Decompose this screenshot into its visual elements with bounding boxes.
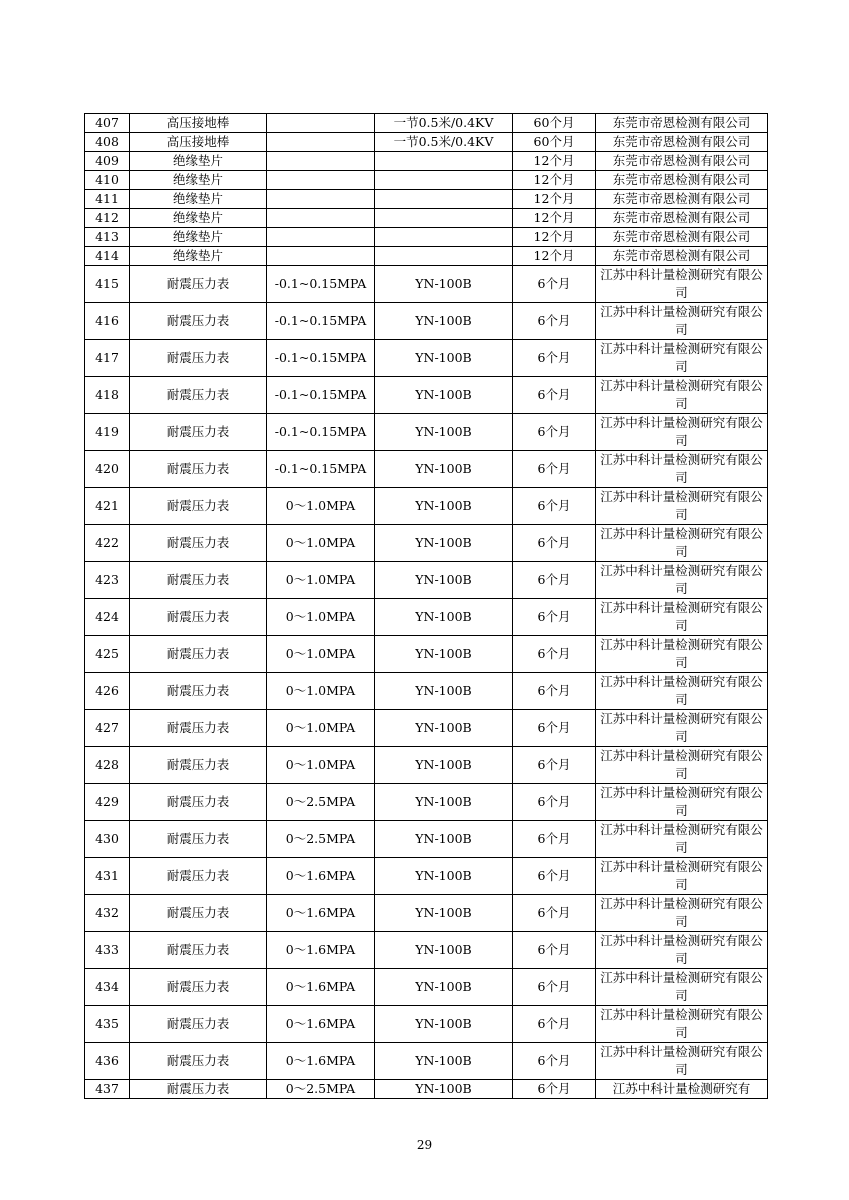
- page-number: 29: [416, 1138, 433, 1152]
- cell-equipment-name: 绝缘垫片: [130, 247, 267, 266]
- cell-model-spec: [375, 190, 513, 209]
- table-row: [85, 247, 768, 266]
- cell-equipment-name: 耐震压力表: [130, 377, 267, 414]
- cell-calibration-organization: 江苏中科计量检测研究有: [596, 1080, 768, 1099]
- cell-number: 433: [85, 932, 130, 969]
- cell-calibration-organization: 江苏中科计量检测研究有限公司: [596, 414, 768, 451]
- cell-calibration-organization: 江苏中科计量检测研究有限公司: [596, 747, 768, 784]
- cell-equipment-name: 耐震压力表: [130, 562, 267, 599]
- table-row: [85, 340, 768, 377]
- cell-calibration-organization: 江苏中科计量检测研究有限公司: [596, 636, 768, 673]
- cell-model-spec: YN-100B: [375, 488, 513, 525]
- cell-calibration-period: 6个月: [513, 784, 596, 821]
- cell-equipment-name: 耐震压力表: [130, 1043, 267, 1080]
- cell-number: 415: [85, 266, 130, 303]
- cell-calibration-organization: 东莞市帝恩检测有限公司: [596, 209, 768, 228]
- cell-measuring-range: [267, 247, 375, 266]
- table-row: [85, 451, 768, 488]
- cell-measuring-range: 0～1.6MPA: [267, 1006, 375, 1043]
- cell-model-spec: YN-100B: [375, 414, 513, 451]
- cell-equipment-name: 耐震压力表: [130, 895, 267, 932]
- cell-calibration-period: 6个月: [513, 969, 596, 1006]
- table-row: [85, 377, 768, 414]
- cell-model-spec: YN-100B: [375, 636, 513, 673]
- cell-measuring-range: 0～2.5MPA: [267, 1080, 375, 1099]
- cell-calibration-organization: 江苏中科计量检测研究有限公司: [596, 895, 768, 932]
- cell-measuring-range: [267, 171, 375, 190]
- cell-number: 422: [85, 525, 130, 562]
- cell-calibration-period: 6个月: [513, 895, 596, 932]
- cell-measuring-range: 0～1.0MPA: [267, 636, 375, 673]
- cell-model-spec: YN-100B: [375, 451, 513, 488]
- table-row: [85, 599, 768, 636]
- cell-model-spec: YN-100B: [375, 562, 513, 599]
- cell-measuring-range: -0.1~0.15MPA: [267, 451, 375, 488]
- cell-equipment-name: 耐震压力表: [130, 821, 267, 858]
- table-row: [85, 895, 768, 932]
- cell-calibration-period: 12个月: [513, 152, 596, 171]
- cell-measuring-range: 0～1.0MPA: [267, 525, 375, 562]
- cell-calibration-organization: 江苏中科计量检测研究有限公司: [596, 932, 768, 969]
- cell-equipment-name: 耐震压力表: [130, 488, 267, 525]
- cell-calibration-organization: 江苏中科计量检测研究有限公司: [596, 858, 768, 895]
- cell-equipment-name: 耐震压力表: [130, 673, 267, 710]
- cell-model-spec: YN-100B: [375, 932, 513, 969]
- table-row: [85, 228, 768, 247]
- cell-number: 410: [85, 171, 130, 190]
- cell-model-spec: YN-100B: [375, 784, 513, 821]
- cell-number: 419: [85, 414, 130, 451]
- cell-equipment-name: 高压接地棒: [130, 114, 267, 133]
- cell-measuring-range: [267, 190, 375, 209]
- cell-model-spec: YN-100B: [375, 1080, 513, 1099]
- cell-calibration-organization: 江苏中科计量检测研究有限公司: [596, 969, 768, 1006]
- cell-measuring-range: [267, 209, 375, 228]
- cell-measuring-range: -0.1~0.15MPA: [267, 377, 375, 414]
- cell-calibration-period: 6个月: [513, 747, 596, 784]
- cell-number: 430: [85, 821, 130, 858]
- cell-calibration-organization: 江苏中科计量检测研究有限公司: [596, 821, 768, 858]
- cell-measuring-range: [267, 152, 375, 171]
- cell-model-spec: [375, 228, 513, 247]
- cell-number: 407: [85, 114, 130, 133]
- table-row: [85, 821, 768, 858]
- cell-calibration-organization: 江苏中科计量检测研究有限公司: [596, 377, 768, 414]
- cell-calibration-period: 6个月: [513, 488, 596, 525]
- cell-model-spec: YN-100B: [375, 1006, 513, 1043]
- cell-number: 427: [85, 710, 130, 747]
- table-row: [85, 932, 768, 969]
- cell-model-spec: YN-100B: [375, 1043, 513, 1080]
- cell-number: 429: [85, 784, 130, 821]
- cell-number: 418: [85, 377, 130, 414]
- table-row: [85, 303, 768, 340]
- cell-number: 426: [85, 673, 130, 710]
- cell-equipment-name: 绝缘垫片: [130, 190, 267, 209]
- cell-number: 435: [85, 1006, 130, 1043]
- table-row: [85, 133, 768, 152]
- cell-equipment-name: 耐震压力表: [130, 266, 267, 303]
- cell-model-spec: YN-100B: [375, 858, 513, 895]
- cell-measuring-range: -0.1~0.15MPA: [267, 340, 375, 377]
- cell-calibration-period: 12个月: [513, 228, 596, 247]
- cell-number: 421: [85, 488, 130, 525]
- cell-model-spec: YN-100B: [375, 895, 513, 932]
- cell-equipment-name: 耐震压力表: [130, 710, 267, 747]
- cell-equipment-name: 绝缘垫片: [130, 209, 267, 228]
- cell-calibration-period: 60个月: [513, 114, 596, 133]
- cell-calibration-organization: 江苏中科计量检测研究有限公司: [596, 451, 768, 488]
- table-row: [85, 1080, 768, 1099]
- cell-equipment-name: 耐震压力表: [130, 858, 267, 895]
- cell-number: 413: [85, 228, 130, 247]
- cell-calibration-organization: 江苏中科计量检测研究有限公司: [596, 340, 768, 377]
- table-row: [85, 858, 768, 895]
- cell-equipment-name: 高压接地棒: [130, 133, 267, 152]
- cell-calibration-period: 6个月: [513, 673, 596, 710]
- cell-number: 428: [85, 747, 130, 784]
- cell-calibration-period: 6个月: [513, 414, 596, 451]
- table-row: [85, 636, 768, 673]
- cell-measuring-range: 0～1.0MPA: [267, 673, 375, 710]
- cell-number: 408: [85, 133, 130, 152]
- table-row: [85, 562, 768, 599]
- cell-number: 431: [85, 858, 130, 895]
- cell-model-spec: YN-100B: [375, 377, 513, 414]
- cell-model-spec: YN-100B: [375, 821, 513, 858]
- table-body: [85, 114, 768, 1099]
- cell-measuring-range: 0～1.6MPA: [267, 858, 375, 895]
- cell-calibration-period: 12个月: [513, 209, 596, 228]
- cell-equipment-name: 耐震压力表: [130, 784, 267, 821]
- cell-measuring-range: 0～1.0MPA: [267, 710, 375, 747]
- cell-calibration-organization: 东莞市帝恩检测有限公司: [596, 133, 768, 152]
- cell-model-spec: YN-100B: [375, 710, 513, 747]
- cell-model-spec: YN-100B: [375, 266, 513, 303]
- equipment-calibration-table: [84, 113, 768, 1099]
- cell-measuring-range: 0～1.0MPA: [267, 747, 375, 784]
- cell-model-spec: YN-100B: [375, 599, 513, 636]
- cell-calibration-organization: 东莞市帝恩检测有限公司: [596, 171, 768, 190]
- cell-measuring-range: 0～1.6MPA: [267, 1043, 375, 1080]
- cell-equipment-name: 绝缘垫片: [130, 152, 267, 171]
- cell-equipment-name: 耐震压力表: [130, 969, 267, 1006]
- cell-calibration-organization: 江苏中科计量检测研究有限公司: [596, 1006, 768, 1043]
- cell-measuring-range: 0～1.0MPA: [267, 599, 375, 636]
- cell-number: 416: [85, 303, 130, 340]
- cell-calibration-period: 6个月: [513, 562, 596, 599]
- cell-equipment-name: 耐震压力表: [130, 599, 267, 636]
- cell-calibration-period: 6个月: [513, 303, 596, 340]
- cell-measuring-range: 0～1.6MPA: [267, 932, 375, 969]
- table-row: [85, 1006, 768, 1043]
- cell-measuring-range: -0.1~0.15MPA: [267, 303, 375, 340]
- table-row: [85, 673, 768, 710]
- cell-measuring-range: 0～1.0MPA: [267, 488, 375, 525]
- table-row: [85, 266, 768, 303]
- cell-calibration-organization: 东莞市帝恩检测有限公司: [596, 247, 768, 266]
- table-row: [85, 414, 768, 451]
- cell-model-spec: YN-100B: [375, 303, 513, 340]
- table-row: [85, 171, 768, 190]
- table-row: [85, 488, 768, 525]
- cell-calibration-period: 6个月: [513, 821, 596, 858]
- cell-equipment-name: 绝缘垫片: [130, 228, 267, 247]
- cell-equipment-name: 耐震压力表: [130, 747, 267, 784]
- cell-measuring-range: 0～1.6MPA: [267, 895, 375, 932]
- cell-calibration-organization: 江苏中科计量检测研究有限公司: [596, 784, 768, 821]
- cell-calibration-organization: 东莞市帝恩检测有限公司: [596, 114, 768, 133]
- cell-equipment-name: 耐震压力表: [130, 525, 267, 562]
- cell-calibration-period: 6个月: [513, 525, 596, 562]
- cell-number: 425: [85, 636, 130, 673]
- cell-equipment-name: 耐震压力表: [130, 451, 267, 488]
- cell-equipment-name: 耐震压力表: [130, 1080, 267, 1099]
- cell-measuring-range: 0～1.6MPA: [267, 969, 375, 1006]
- cell-calibration-period: 12个月: [513, 247, 596, 266]
- cell-measuring-range: 0～1.0MPA: [267, 562, 375, 599]
- cell-calibration-organization: 江苏中科计量检测研究有限公司: [596, 1043, 768, 1080]
- cell-calibration-period: 6个月: [513, 1080, 596, 1099]
- cell-model-spec: YN-100B: [375, 673, 513, 710]
- cell-calibration-organization: 江苏中科计量检测研究有限公司: [596, 562, 768, 599]
- cell-equipment-name: 耐震压力表: [130, 932, 267, 969]
- table-row: [85, 114, 768, 133]
- cell-calibration-period: 6个月: [513, 858, 596, 895]
- table-row: [85, 747, 768, 784]
- cell-number: 420: [85, 451, 130, 488]
- cell-model-spec: YN-100B: [375, 340, 513, 377]
- cell-equipment-name: 耐震压力表: [130, 636, 267, 673]
- cell-model-spec: YN-100B: [375, 969, 513, 1006]
- cell-measuring-range: [267, 228, 375, 247]
- cell-number: 424: [85, 599, 130, 636]
- cell-calibration-period: 6个月: [513, 340, 596, 377]
- cell-model-spec: 一节0.5米/0.4KV: [375, 114, 513, 133]
- cell-number: 432: [85, 895, 130, 932]
- cell-number: 434: [85, 969, 130, 1006]
- cell-model-spec: 一节0.5米/0.4KV: [375, 133, 513, 152]
- cell-calibration-organization: 东莞市帝恩检测有限公司: [596, 228, 768, 247]
- cell-number: 417: [85, 340, 130, 377]
- cell-model-spec: [375, 209, 513, 228]
- cell-model-spec: [375, 171, 513, 190]
- cell-calibration-organization: 江苏中科计量检测研究有限公司: [596, 710, 768, 747]
- cell-measuring-range: 0～2.5MPA: [267, 821, 375, 858]
- cell-calibration-period: 6个月: [513, 932, 596, 969]
- cell-measuring-range: -0.1~0.15MPA: [267, 266, 375, 303]
- cell-calibration-period: 6个月: [513, 1043, 596, 1080]
- table-row: [85, 1043, 768, 1080]
- cell-calibration-period: 12个月: [513, 190, 596, 209]
- cell-number: 412: [85, 209, 130, 228]
- cell-model-spec: YN-100B: [375, 747, 513, 784]
- cell-calibration-organization: 江苏中科计量检测研究有限公司: [596, 673, 768, 710]
- cell-equipment-name: 耐震压力表: [130, 1006, 267, 1043]
- cell-calibration-period: 6个月: [513, 599, 596, 636]
- table-row: [85, 710, 768, 747]
- cell-model-spec: YN-100B: [375, 525, 513, 562]
- cell-calibration-period: 60个月: [513, 133, 596, 152]
- cell-calibration-period: 6个月: [513, 636, 596, 673]
- table-row: [85, 190, 768, 209]
- cell-measuring-range: [267, 133, 375, 152]
- cell-model-spec: [375, 152, 513, 171]
- table-row: [85, 152, 768, 171]
- table-row: [85, 784, 768, 821]
- cell-number: 409: [85, 152, 130, 171]
- cell-calibration-period: 6个月: [513, 1006, 596, 1043]
- cell-calibration-period: 12个月: [513, 171, 596, 190]
- cell-number: 436: [85, 1043, 130, 1080]
- cell-equipment-name: 绝缘垫片: [130, 171, 267, 190]
- cell-calibration-organization: 东莞市帝恩检测有限公司: [596, 152, 768, 171]
- cell-measuring-range: 0～2.5MPA: [267, 784, 375, 821]
- cell-number: 423: [85, 562, 130, 599]
- cell-calibration-organization: 东莞市帝恩检测有限公司: [596, 190, 768, 209]
- cell-calibration-organization: 江苏中科计量检测研究有限公司: [596, 488, 768, 525]
- cell-calibration-organization: 江苏中科计量检测研究有限公司: [596, 525, 768, 562]
- cell-equipment-name: 耐震压力表: [130, 340, 267, 377]
- cell-calibration-period: 6个月: [513, 710, 596, 747]
- cell-calibration-period: 6个月: [513, 266, 596, 303]
- cell-measuring-range: -0.1~0.15MPA: [267, 414, 375, 451]
- cell-calibration-organization: 江苏中科计量检测研究有限公司: [596, 266, 768, 303]
- table-row: [85, 525, 768, 562]
- table-row: [85, 209, 768, 228]
- cell-number: 437: [85, 1080, 130, 1099]
- table-row: [85, 969, 768, 1006]
- cell-number: 414: [85, 247, 130, 266]
- cell-model-spec: [375, 247, 513, 266]
- cell-calibration-organization: 江苏中科计量检测研究有限公司: [596, 303, 768, 340]
- cell-number: 411: [85, 190, 130, 209]
- cell-calibration-period: 6个月: [513, 451, 596, 488]
- cell-calibration-organization: 江苏中科计量检测研究有限公司: [596, 599, 768, 636]
- cell-equipment-name: 耐震压力表: [130, 303, 267, 340]
- cell-measuring-range: [267, 114, 375, 133]
- cell-calibration-period: 6个月: [513, 377, 596, 414]
- cell-equipment-name: 耐震压力表: [130, 414, 267, 451]
